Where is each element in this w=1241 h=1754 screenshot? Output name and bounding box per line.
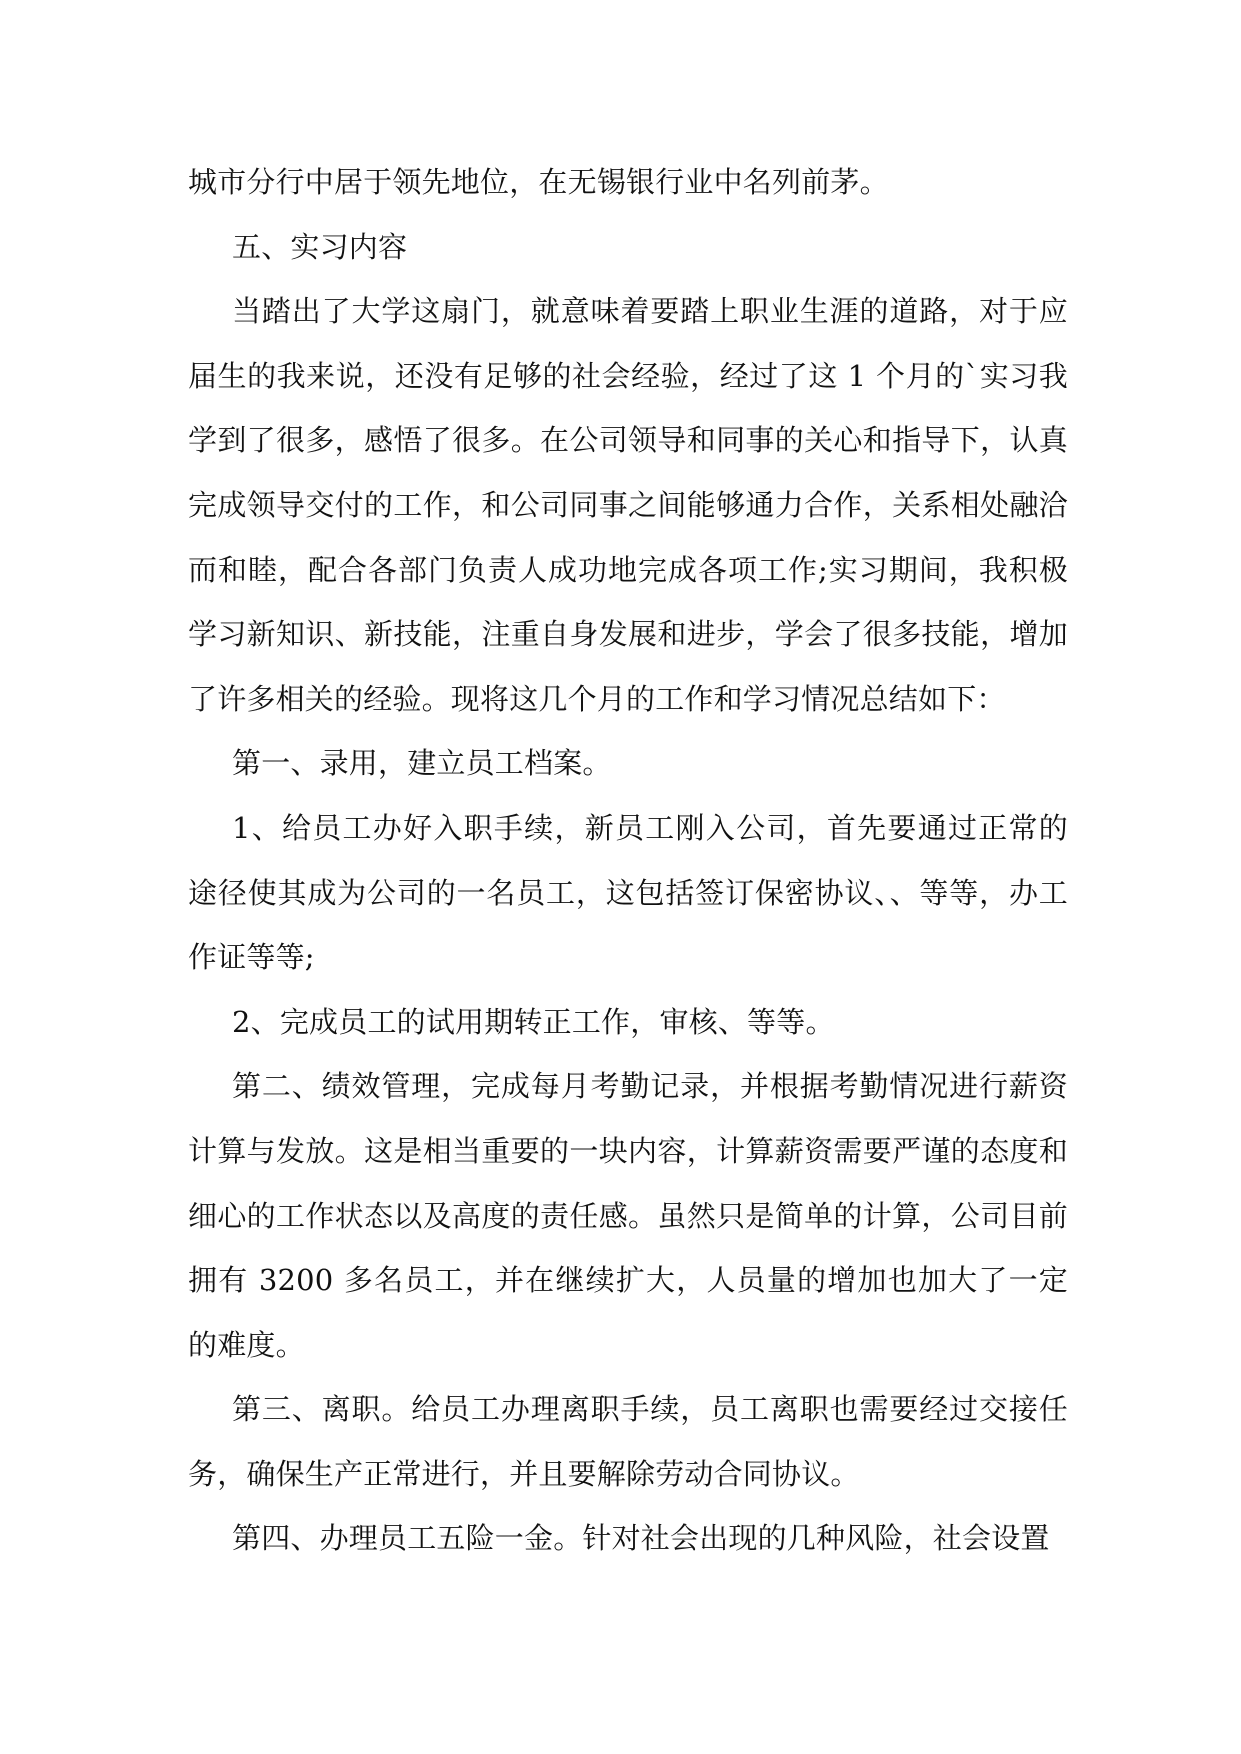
document-body: [188, 150, 1068, 1571]
item-first-heading: 第一、录用，建立员工档案。: [232, 746, 612, 781]
section-heading-internship-content: 五、实习内容: [232, 229, 408, 264]
item-third: 第三、离职。给员工办理离职手续，员工离职也需要经过交接任务，确保生产正常进行，并且要解除劳动合同协议。: [188, 1392, 1068, 1491]
paragraph-1: 城市分行中居于领先地位，在无锡银行业中名列前茅。: [188, 165, 889, 199]
paragraph-intro: 当踏出了大学这扇门，就意味着要踏上职业生涯的道路，对于应届生的我来说，还没有足够的社会经验，经过了这 1 个月的`实习我学到了很多，感悟了很多。在公司领导和同事的关心和指导下，认真完成领导交付的工作，和公司同事之间能够通力合作，关系相处融洽而和睦，配合各部门负责人成功地完成各项工作;实习期间，我积极学习新知识、新技能，注重自身发展和进步，学会了很多技能，增加了许多相关的经验。现将这几个月的工作和学习情况总结如下：: [188, 294, 1068, 716]
item-fourth: 第四、办理员工五险一金。针对社会出现的几种风险，社会设置: [232, 1521, 1050, 1556]
item-first-point-1: 1、给员工办好入职手续，新员工刚入公司，首先要通过正常的途径使其成为公司的一名员工，这包括签订保密协议、、等等，办工作证等等;: [188, 810, 1068, 975]
item-first-point-2: 2、完成员工的试用期转正工作，审核、等等。: [232, 1004, 835, 1039]
item-second: 第二、绩效管理，完成每月考勤记录，并根据考勤情况进行薪资计算与发放。这是相当重要的一块内容，计算薪资需要严谨的态度和细心的工作状态以及高度的责任感。虽然只是简单的计算，公司目前拥有 3200 多名员工，并在继续扩大，人员量的增加也加大了一定的难度。: [188, 1069, 1068, 1362]
